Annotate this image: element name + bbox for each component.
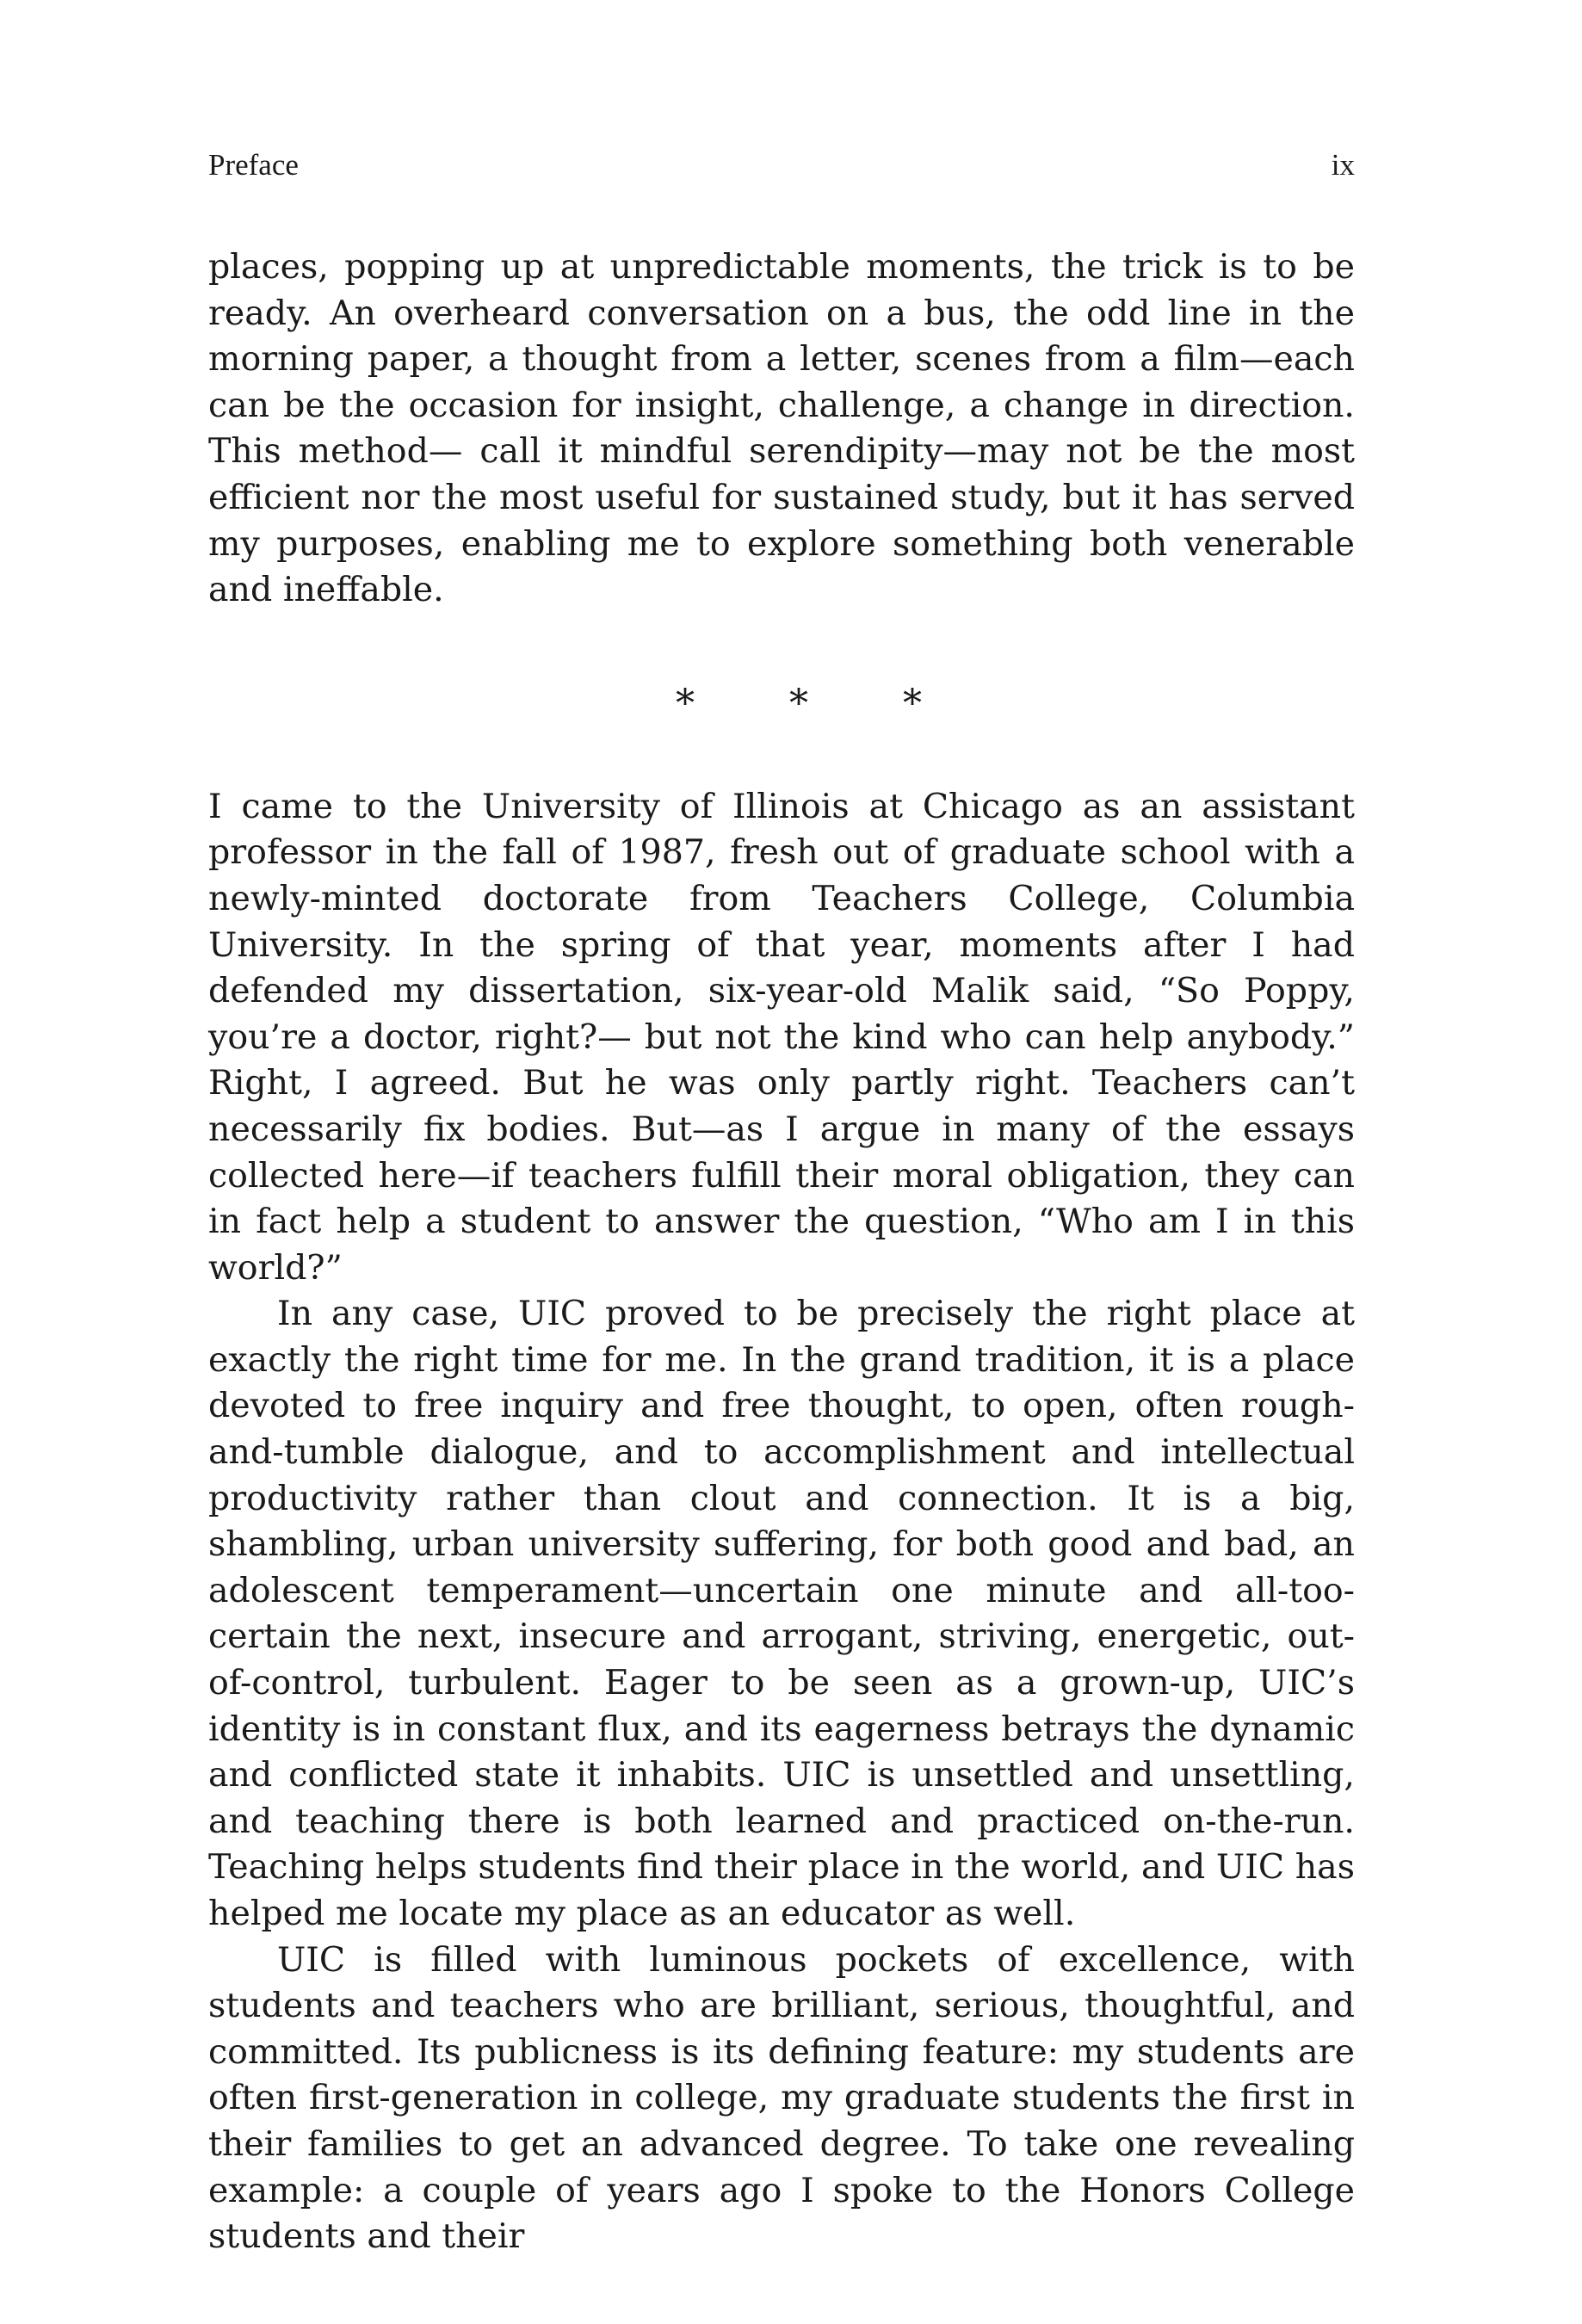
running-head [208,146,1355,184]
body-text [208,244,1355,2260]
section-break-asterisk: * [903,681,922,726]
book-page [208,146,1355,2260]
paragraph: In any case, UIC proved to be precisely the right place at exactly the right time for me. In the grand tradition, it is a place devoted to free inquiry and free thought, to open, often rough-and-tumble dialogue, and to accomplishment and intellectual productivity rather than clout and connection. It is a big, shambling, urban university suffering, for both good and bad, an adolescent temperament—uncertain one minute and all-too-certain the next, insecure and arrogant, striving, energetic, out-of-control, turbulent. Eager to be seen as a grown-up, UIC’s identity is in constant flux, and its eagerness betrays the dynamic and conflicted state it inhabits. UIC is unsettled and unsettling, and teaching there is both learned and practiced on-the-run. Teaching helps students find their place in the world, and UIC has helped me locate my place as an educator as well. [208,1294,1355,1933]
section-break [208,681,1355,727]
section-break-asterisk: * [676,681,695,726]
paragraph: UIC is filled with luminous pockets of excellence, with students and teachers who are brilliant, serious, thoughtful, and committed. Its publicness is its defining feature: my students are often first-generation in college, my graduate students the first in their families to get an advanced degree. To take one revealing example: a couple of years ago I spoke to the Honors College students and their [208,1939,1355,2257]
section-break-asterisk: * [789,681,808,726]
paragraph: I came to the University of Illinois at Chicago as an assistant professor in the fall of 1987, fresh out of graduate school with a newly-minted doctorate from Teachers College, Columbia University. In the spring of that year, moments after I had defended my dissertation, six-year-old Malik said, “So Poppy, you’re a doctor, right?— but not the kind who can help anybody.” Right, I agreed. But he was only partly right. Teachers can’t necessarily fix bodies. But—as I argue in many of the essays collected here—if teachers fulfill their moral obligation, they can in fact help a student to answer the question, “Who am I in this world?” [208,786,1355,1288]
paragraph-continued: places, popping up at unpredictable moments, the trick is to be ready. An overheard conversation on a bus, the odd line in the morning paper, a thought from a letter, scenes from a film—each can be the occasion for insight, challenge, a change in direction. This method— call it mindful serendipity—may not be the most efficient nor the most useful for sustained study, but it has served my purposes, enabling me to explore something both venerable and ineffable. [208,247,1355,610]
page-number: ix [1331,148,1355,182]
running-head-title: Preface [208,148,299,182]
